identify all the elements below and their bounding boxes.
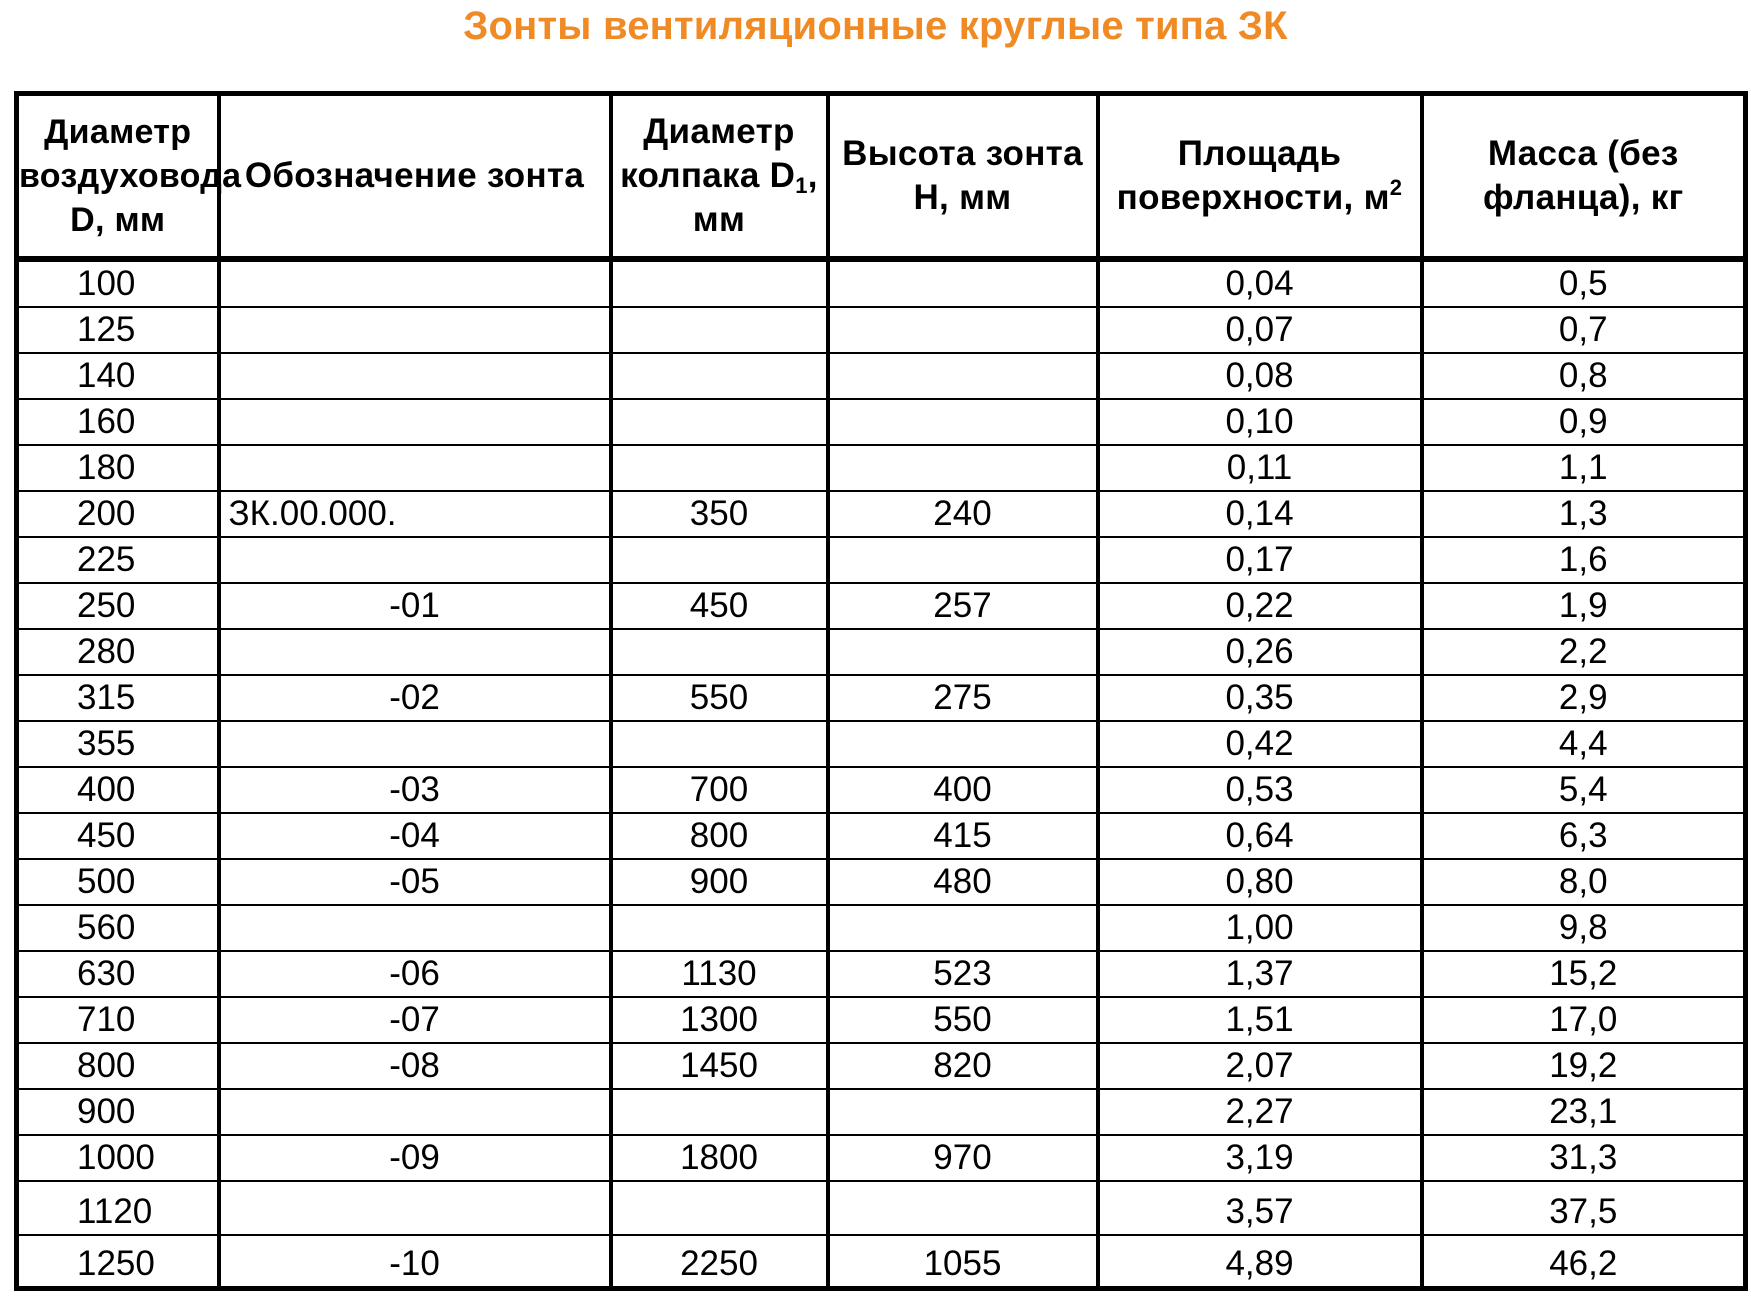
cell-designation <box>219 445 611 491</box>
cell-cap-diameter <box>611 259 828 307</box>
cell-area: 0,08 <box>1098 353 1422 399</box>
cell-diameter: 225 <box>17 537 219 583</box>
cell-diameter: 800 <box>17 1043 219 1089</box>
table-row <box>17 445 1746 491</box>
cell-height: 820 <box>828 1043 1098 1089</box>
cell-mass: 1,6 <box>1422 537 1746 583</box>
cell-mass: 37,5 <box>1422 1181 1746 1235</box>
cell-designation <box>219 629 611 675</box>
cell-mass: 1,3 <box>1422 491 1746 537</box>
cell-diameter: 315 <box>17 675 219 721</box>
table-row <box>17 399 1746 445</box>
cell-designation <box>219 905 611 951</box>
header-height <box>828 94 1098 260</box>
cell-height <box>828 721 1098 767</box>
cell-cap-diameter: 1300 <box>611 997 828 1043</box>
cell-mass: 46,2 <box>1422 1235 1746 1289</box>
header-cap-diameter <box>611 94 828 260</box>
cell-area: 0,07 <box>1098 307 1422 353</box>
cell-area: 0,11 <box>1098 445 1422 491</box>
cell-diameter: 180 <box>17 445 219 491</box>
cell-mass: 15,2 <box>1422 951 1746 997</box>
cell-area: 0,53 <box>1098 767 1422 813</box>
table-row <box>17 629 1746 675</box>
cell-height: 275 <box>828 675 1098 721</box>
cell-area: 0,17 <box>1098 537 1422 583</box>
header-diameter-label: Диаметр воздуховода D, мм <box>19 113 242 239</box>
cell-mass: 5,4 <box>1422 767 1746 813</box>
table-row <box>17 721 1746 767</box>
table-row <box>17 583 1746 629</box>
cell-area: 1,00 <box>1098 905 1422 951</box>
cell-area: 2,07 <box>1098 1043 1422 1089</box>
cell-height: 240 <box>828 491 1098 537</box>
cell-diameter: 125 <box>17 307 219 353</box>
cell-height: 523 <box>828 951 1098 997</box>
cell-height: 1055 <box>828 1235 1098 1289</box>
cell-designation <box>219 537 611 583</box>
cell-area: 4,89 <box>1098 1235 1422 1289</box>
cell-height <box>828 399 1098 445</box>
header-area-label: Площадь поверхности, м <box>1116 134 1390 217</box>
table-body <box>17 259 1746 1289</box>
cell-diameter: 355 <box>17 721 219 767</box>
table-row <box>17 307 1746 353</box>
cell-height <box>828 445 1098 491</box>
header-height-label: Высота зонта Н, мм <box>842 134 1083 217</box>
cell-designation: ЗК.00.000. <box>219 491 611 537</box>
cell-height <box>828 537 1098 583</box>
cell-diameter: 100 <box>17 259 219 307</box>
cell-mass: 1,9 <box>1422 583 1746 629</box>
table-row <box>17 767 1746 813</box>
cell-designation: -09 <box>219 1135 611 1181</box>
cell-diameter: 560 <box>17 905 219 951</box>
cell-cap-diameter: 700 <box>611 767 828 813</box>
cell-area: 0,80 <box>1098 859 1422 905</box>
cell-height <box>828 1181 1098 1235</box>
cell-area: 3,57 <box>1098 1181 1422 1235</box>
page-title: Зонты вентиляционные круглые типа ЗК <box>463 4 1288 48</box>
cell-designation <box>219 307 611 353</box>
cell-area: 1,37 <box>1098 951 1422 997</box>
cell-cap-diameter: 350 <box>611 491 828 537</box>
cell-mass: 2,9 <box>1422 675 1746 721</box>
cell-designation: -07 <box>219 997 611 1043</box>
header-mass-label: Масса (без фланца), кг <box>1483 134 1684 217</box>
cell-designation <box>219 1181 611 1235</box>
cell-area: 0,35 <box>1098 675 1422 721</box>
table-row <box>17 1235 1746 1289</box>
cell-designation <box>219 1089 611 1135</box>
cell-mass: 4,4 <box>1422 721 1746 767</box>
cell-cap-diameter <box>611 629 828 675</box>
cell-designation <box>219 259 611 307</box>
cell-mass: 2,2 <box>1422 629 1746 675</box>
cell-height: 400 <box>828 767 1098 813</box>
cell-mass: 17,0 <box>1422 997 1746 1043</box>
cell-cap-diameter: 2250 <box>611 1235 828 1289</box>
cell-cap-diameter <box>611 537 828 583</box>
cell-diameter: 140 <box>17 353 219 399</box>
cell-height: 550 <box>828 997 1098 1043</box>
cell-diameter: 1000 <box>17 1135 219 1181</box>
cell-cap-diameter <box>611 307 828 353</box>
cell-diameter: 1120 <box>17 1181 219 1235</box>
cell-height: 970 <box>828 1135 1098 1181</box>
header-mass <box>1422 94 1746 260</box>
cell-diameter: 900 <box>17 1089 219 1135</box>
cell-height <box>828 259 1098 307</box>
cell-cap-diameter: 450 <box>611 583 828 629</box>
header-diameter <box>17 94 242 260</box>
table-row <box>17 1135 1746 1181</box>
cell-cap-diameter: 900 <box>611 859 828 905</box>
cell-area: 3,19 <box>1098 1135 1422 1181</box>
cell-diameter: 280 <box>17 629 219 675</box>
cell-area: 0,64 <box>1098 813 1422 859</box>
table-row <box>17 813 1746 859</box>
cell-cap-diameter <box>611 399 828 445</box>
header-area <box>1098 94 1422 260</box>
cell-cap-diameter: 800 <box>611 813 828 859</box>
cell-designation: -04 <box>219 813 611 859</box>
cell-cap-diameter <box>611 445 828 491</box>
cell-cap-diameter: 1450 <box>611 1043 828 1089</box>
cell-height <box>828 307 1098 353</box>
table-row <box>17 1089 1746 1135</box>
cell-height: 415 <box>828 813 1098 859</box>
cell-height <box>828 1089 1098 1135</box>
header-area-superscript: 2 <box>1389 175 1403 200</box>
cell-mass: 9,8 <box>1422 905 1746 951</box>
table-row <box>17 259 1746 307</box>
cell-mass: 0,5 <box>1422 259 1746 307</box>
table-row <box>17 997 1746 1043</box>
cell-designation: -06 <box>219 951 611 997</box>
cell-diameter: 450 <box>17 813 219 859</box>
cell-cap-diameter: 1130 <box>611 951 828 997</box>
header-designation <box>219 94 611 260</box>
cell-height <box>828 353 1098 399</box>
cell-diameter: 630 <box>17 951 219 997</box>
cell-designation: -08 <box>219 1043 611 1089</box>
cell-cap-diameter <box>611 721 828 767</box>
cell-mass: 1,1 <box>1422 445 1746 491</box>
cell-diameter: 160 <box>17 399 219 445</box>
table-row <box>17 951 1746 997</box>
cell-cap-diameter <box>611 905 828 951</box>
cell-area: 0,10 <box>1098 399 1422 445</box>
cell-mass: 8,0 <box>1422 859 1746 905</box>
cell-cap-diameter <box>611 353 828 399</box>
cell-mass: 0,7 <box>1422 307 1746 353</box>
cell-cap-diameter <box>611 1181 828 1235</box>
cell-designation: -02 <box>219 675 611 721</box>
cell-mass: 0,9 <box>1422 399 1746 445</box>
cell-diameter: 1250 <box>17 1235 219 1289</box>
cell-designation: -10 <box>219 1235 611 1289</box>
cell-area: 0,42 <box>1098 721 1422 767</box>
cell-diameter: 710 <box>17 997 219 1043</box>
cell-diameter: 200 <box>17 491 219 537</box>
table-row <box>17 1181 1746 1235</box>
cell-cap-diameter: 1800 <box>611 1135 828 1181</box>
cell-height <box>828 629 1098 675</box>
cell-area: 1,51 <box>1098 997 1422 1043</box>
cell-designation <box>219 399 611 445</box>
cell-mass: 0,8 <box>1422 353 1746 399</box>
header-cap-diameter-subscript: 1 <box>795 173 808 198</box>
cell-designation <box>219 721 611 767</box>
cell-area: 0,14 <box>1098 491 1422 537</box>
cell-diameter: 500 <box>17 859 219 905</box>
cell-designation: -01 <box>219 583 611 629</box>
header-cap-diameter-unit: , мм <box>692 156 818 239</box>
cell-cap-diameter: 550 <box>611 675 828 721</box>
cell-mass: 31,3 <box>1422 1135 1746 1181</box>
header-designation-label: Обозначение зонта <box>244 156 585 195</box>
cell-designation <box>219 353 611 399</box>
cell-diameter: 250 <box>17 583 219 629</box>
header-cap-diameter-label: Диаметр колпака D <box>620 112 796 195</box>
cell-area: 0,22 <box>1098 583 1422 629</box>
cell-diameter: 400 <box>17 767 219 813</box>
cell-height: 480 <box>828 859 1098 905</box>
table-row <box>17 905 1746 951</box>
cell-area: 0,26 <box>1098 629 1422 675</box>
header-row <box>17 94 1746 260</box>
cell-height <box>828 905 1098 951</box>
specs-table <box>14 91 1748 1291</box>
table-row <box>17 491 1746 537</box>
cell-mass: 19,2 <box>1422 1043 1746 1089</box>
cell-designation: -05 <box>219 859 611 905</box>
cell-mass: 23,1 <box>1422 1089 1746 1135</box>
cell-area: 2,27 <box>1098 1089 1422 1135</box>
table-row <box>17 353 1746 399</box>
cell-mass: 6,3 <box>1422 813 1746 859</box>
cell-area: 0,04 <box>1098 259 1422 307</box>
table-header <box>17 94 1746 260</box>
cell-designation: -03 <box>219 767 611 813</box>
cell-height: 257 <box>828 583 1098 629</box>
table-row <box>17 537 1746 583</box>
table-row <box>17 675 1746 721</box>
table-row <box>17 859 1746 905</box>
table-row <box>17 1043 1746 1089</box>
cell-cap-diameter <box>611 1089 828 1135</box>
